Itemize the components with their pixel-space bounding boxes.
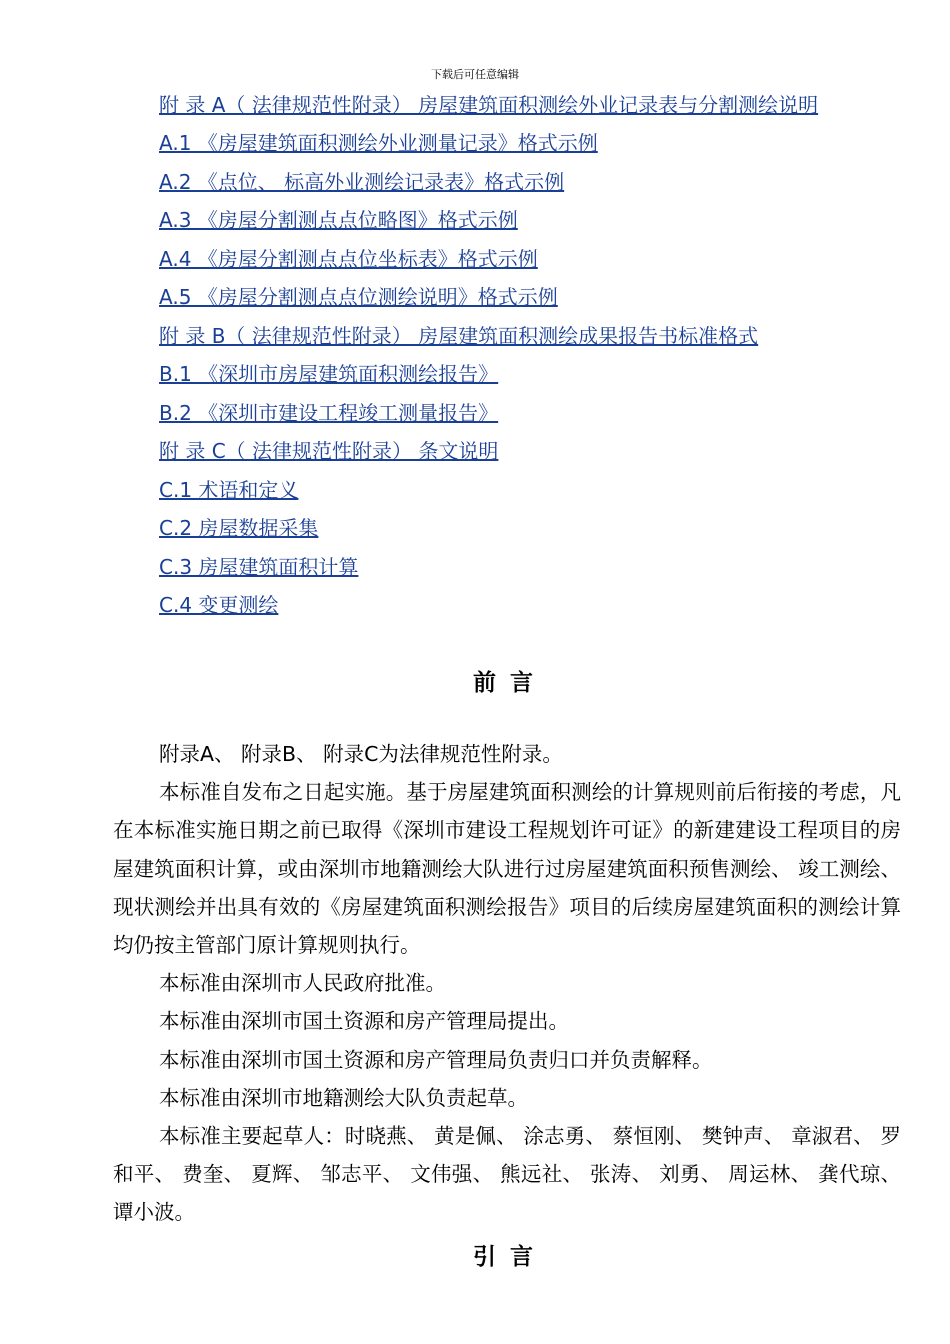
- toc-link-a2[interactable]: A.2 《点位、 标高外业测绘记录表》格式示例: [159, 169, 565, 194]
- toc-link-a3[interactable]: A.3 《房屋分割测点点位略图》格式示例: [159, 208, 518, 232]
- foreword-paragraph: 本标准由深圳市地籍测绘大队负责起草。: [159, 1085, 528, 1110]
- toc-link-appendix-c[interactable]: 附 录 C（ 法律规范性附录） 条文说明: [159, 439, 499, 463]
- foreword-paragraph: 本标准主要起草人：时晓燕、 黄是佩、 涂志勇、 蔡恒刚、 樊钟声、 章淑君、 罗和平、 费奎、 夏辉、 邹志平、 文伟强、 熊远社、 张涛、 刘勇、 周运林、 龚代琼、 谭小波。: [113, 1124, 901, 1225]
- toc-link-b2[interactable]: B.2 《深圳市建设工程竣工测量报告》: [159, 400, 499, 425]
- foreword-body: [113, 735, 901, 1232]
- toc-link-a4[interactable]: A.4 《房屋分割测点点位坐标表》格式示例: [159, 246, 538, 271]
- toc-link-a5[interactable]: A.5 《房屋分割测点点位测绘说明》格式示例: [159, 285, 558, 309]
- foreword-paragraph: 附录A、 附录B、 附录C为法律规范性附录。: [159, 742, 563, 766]
- toc-link-appendix-b[interactable]: 附 录 B（ 法律规范性附录） 房屋建筑面积测绘成果报告书标准格式: [159, 323, 759, 348]
- toc-link-c4[interactable]: C.4 变更测绘: [159, 593, 279, 617]
- foreword-paragraph: 本标准由深圳市国土资源和房产管理局提出。: [159, 1009, 569, 1034]
- toc-link-appendix-a[interactable]: 附 录 A（ 法律规范性附录） 房屋建筑面积测绘外业记录表与分割测绘说明: [159, 93, 819, 117]
- toc-link-c1[interactable]: C.1 术语和定义: [159, 477, 299, 502]
- toc-link-a1[interactable]: A.1 《房屋建筑面积测绘外业测量记录》格式示例: [159, 131, 598, 155]
- toc-link-c3[interactable]: C.3 房屋建筑面积计算: [159, 554, 359, 579]
- foreword-paragraph: 本标准由深圳市人民政府批准。: [159, 971, 446, 996]
- foreword-paragraph: 本标准自发布之日起实施。基于房屋建筑面积测绘的计算规则前后衔接的考虑，凡在本标准实施日期之前已取得《深圳市建设工程规划许可证》的新建建设工程项目的房屋建筑面积计算，或由深圳市地籍测绘大队进行过房屋建筑面积预售测绘、 竣工测绘、 现状测绘并出具有效的《房屋建筑面积测绘报告》项目的后续房屋建筑面积的测绘计算均仍按主管部门原计算规则执行。: [113, 780, 901, 958]
- introduction-title: 引言: [473, 1244, 547, 1270]
- toc-link-c2[interactable]: C.2 房屋数据采集: [159, 516, 319, 540]
- toc-link-b1[interactable]: B.1 《深圳市房屋建筑面积测绘报告》: [159, 362, 499, 386]
- foreword-title: 前言: [473, 670, 547, 696]
- page-header-note: 下载后可任意编辑: [431, 68, 519, 81]
- table-of-contents: [113, 86, 903, 625]
- foreword-paragraph: 本标准由深圳市国土资源和房产管理局负责归口并负责解释。: [159, 1047, 713, 1072]
